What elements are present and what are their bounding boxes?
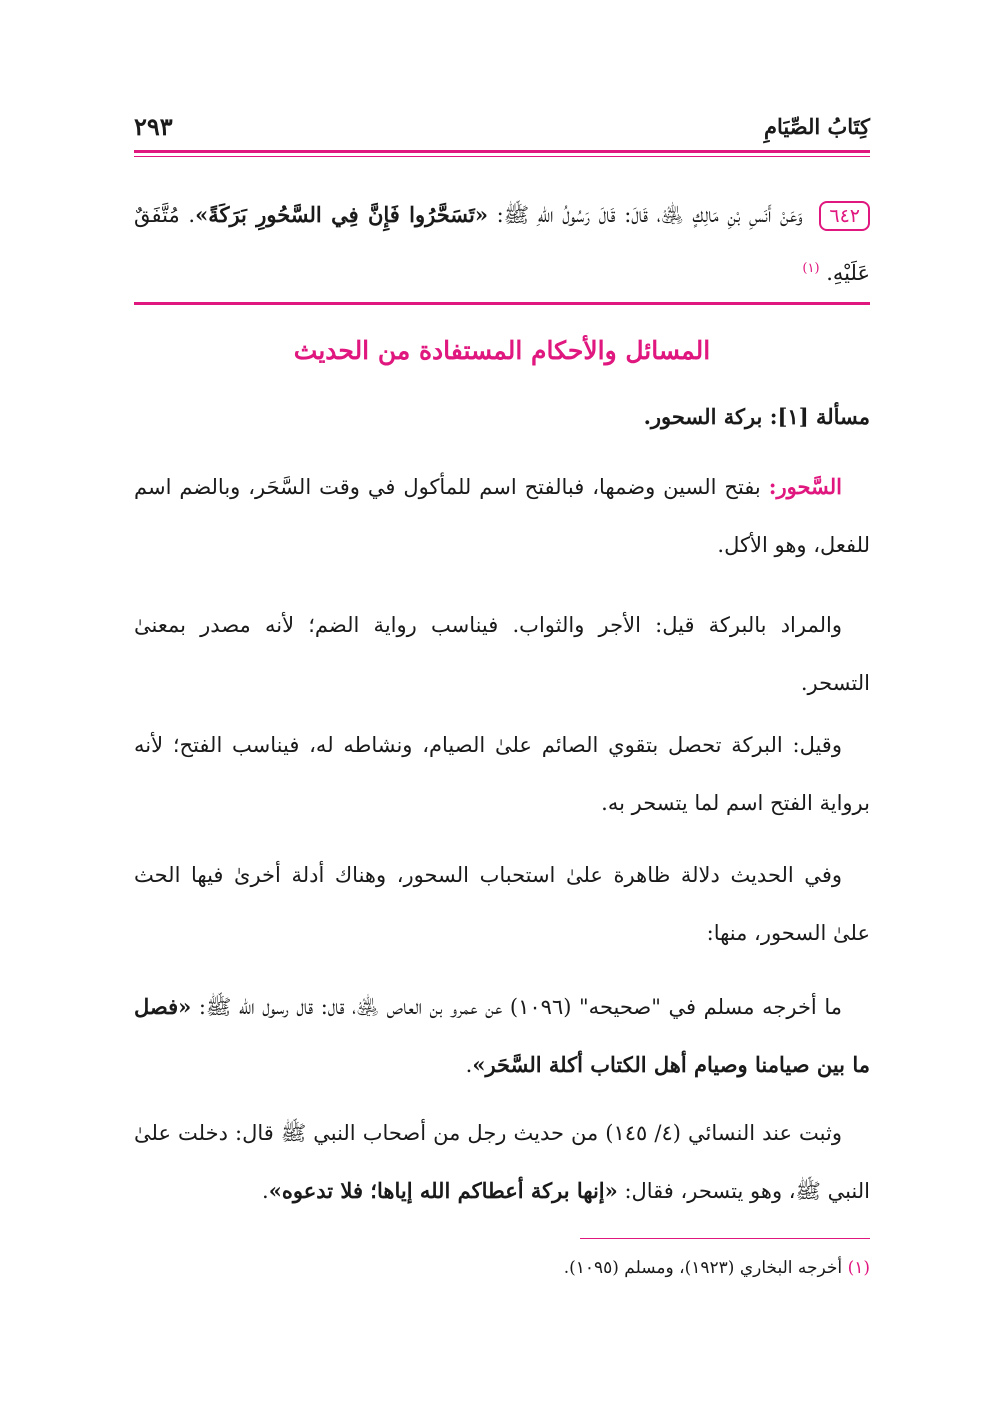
paragraph-3: [134, 716, 870, 832]
footnote-rule: [580, 1238, 870, 1239]
paragraph-2-text: والمراد بالبركة قيل: الأجر والثواب. فيناسب رواية الضم؛ لأنه مصدر بمعنىٰ التسحر.: [134, 613, 870, 695]
hadith-block: [134, 188, 870, 300]
paragraph-1: [134, 458, 870, 574]
page-number: ٢٩٣: [134, 112, 173, 141]
paragraph-5-end: .: [465, 1053, 473, 1077]
hadith-tail: . مُتَّفَقٌ عَلَيْهِ.: [134, 203, 870, 285]
paragraph-6-quote: «إنها بركة أعطاكم الله إياها؛ فلا تدعوه»: [268, 1178, 618, 1203]
paragraph-1-text: بفتح السين وضمها، فبالفتح اسم للمأكول في وقت السَّحَر، وبالضم اسم للفعل، وهو الأكل.: [134, 475, 870, 557]
header-rule-thin: [134, 156, 870, 157]
footnote-number: (١): [847, 1258, 870, 1278]
footnote-ref[interactable]: (١): [802, 261, 820, 276]
paragraph-6: [134, 1104, 870, 1220]
header-rule-thick: [134, 150, 870, 153]
paragraph-5-quote: «فصل ما بين صيامنا وصيام أهل الكتاب أكلة السَّحَر»: [134, 994, 870, 1077]
term-sahur: السَّحور:: [768, 474, 842, 499]
paragraph-5: [134, 978, 870, 1094]
paragraph-2: [134, 596, 870, 712]
paragraph-6-end: .: [262, 1179, 269, 1203]
footnote-text: أخرجه البخاري (١٩٢٣)، ومسلم (١٠٩٥).: [563, 1258, 843, 1278]
hadith-number: ٦٤٢: [819, 201, 870, 231]
footnote: [134, 1258, 870, 1278]
masala-title: بركة السحور.: [643, 404, 763, 429]
hadith-text: «تَسَحَّرُوا فَإِنَّ فِي السَّحُورِ بَرَكَةً»: [195, 202, 488, 227]
masala-heading: [134, 404, 870, 429]
page-header: [134, 112, 870, 146]
paragraph-4-text: وفي الحديث دلالة ظاهرة علىٰ استحباب السحور، وهناك أدلة أخرىٰ فيها الحث علىٰ السحور، منها:: [134, 863, 870, 945]
section-title: المسائل والأحكام المستفادة من الحديث: [293, 336, 711, 365]
hadith-intro: وَعَنْ أَنَسِ بْنِ مَالِكٍ ﵁، قَالَ: قَالَ رَسُولُ اللهِ ﷺ:: [496, 203, 803, 227]
paragraph-3-text: وقيل: البركة تحصل بتقوي الصائم علىٰ الصيام، ونشاطه له، فيناسب الفتح؛ لأنه برواية الفتح اسم لما يتسحر به.: [134, 733, 870, 815]
paragraph-5-intro: ما أخرجه مسلم في "صحيحه" (١٠٩٦) عن عمرو بن العاص ﵁، قال: قال رسول الله ﷺ:: [198, 995, 843, 1019]
book-title: كِتَابُ الصِّيَامِ: [764, 114, 870, 139]
paragraph-6-intro: وثبت عند النسائي (٤/ ١٤٥) من حديث رجل من أصحاب النبي ﷺ قال: دخلت علىٰ النبي ﷺ، وهو يتسحر، فقال:: [134, 1121, 870, 1203]
masala-label: مسألة [١]:: [769, 404, 870, 429]
paragraph-4: [134, 846, 870, 962]
hadith-rule: [134, 302, 870, 305]
